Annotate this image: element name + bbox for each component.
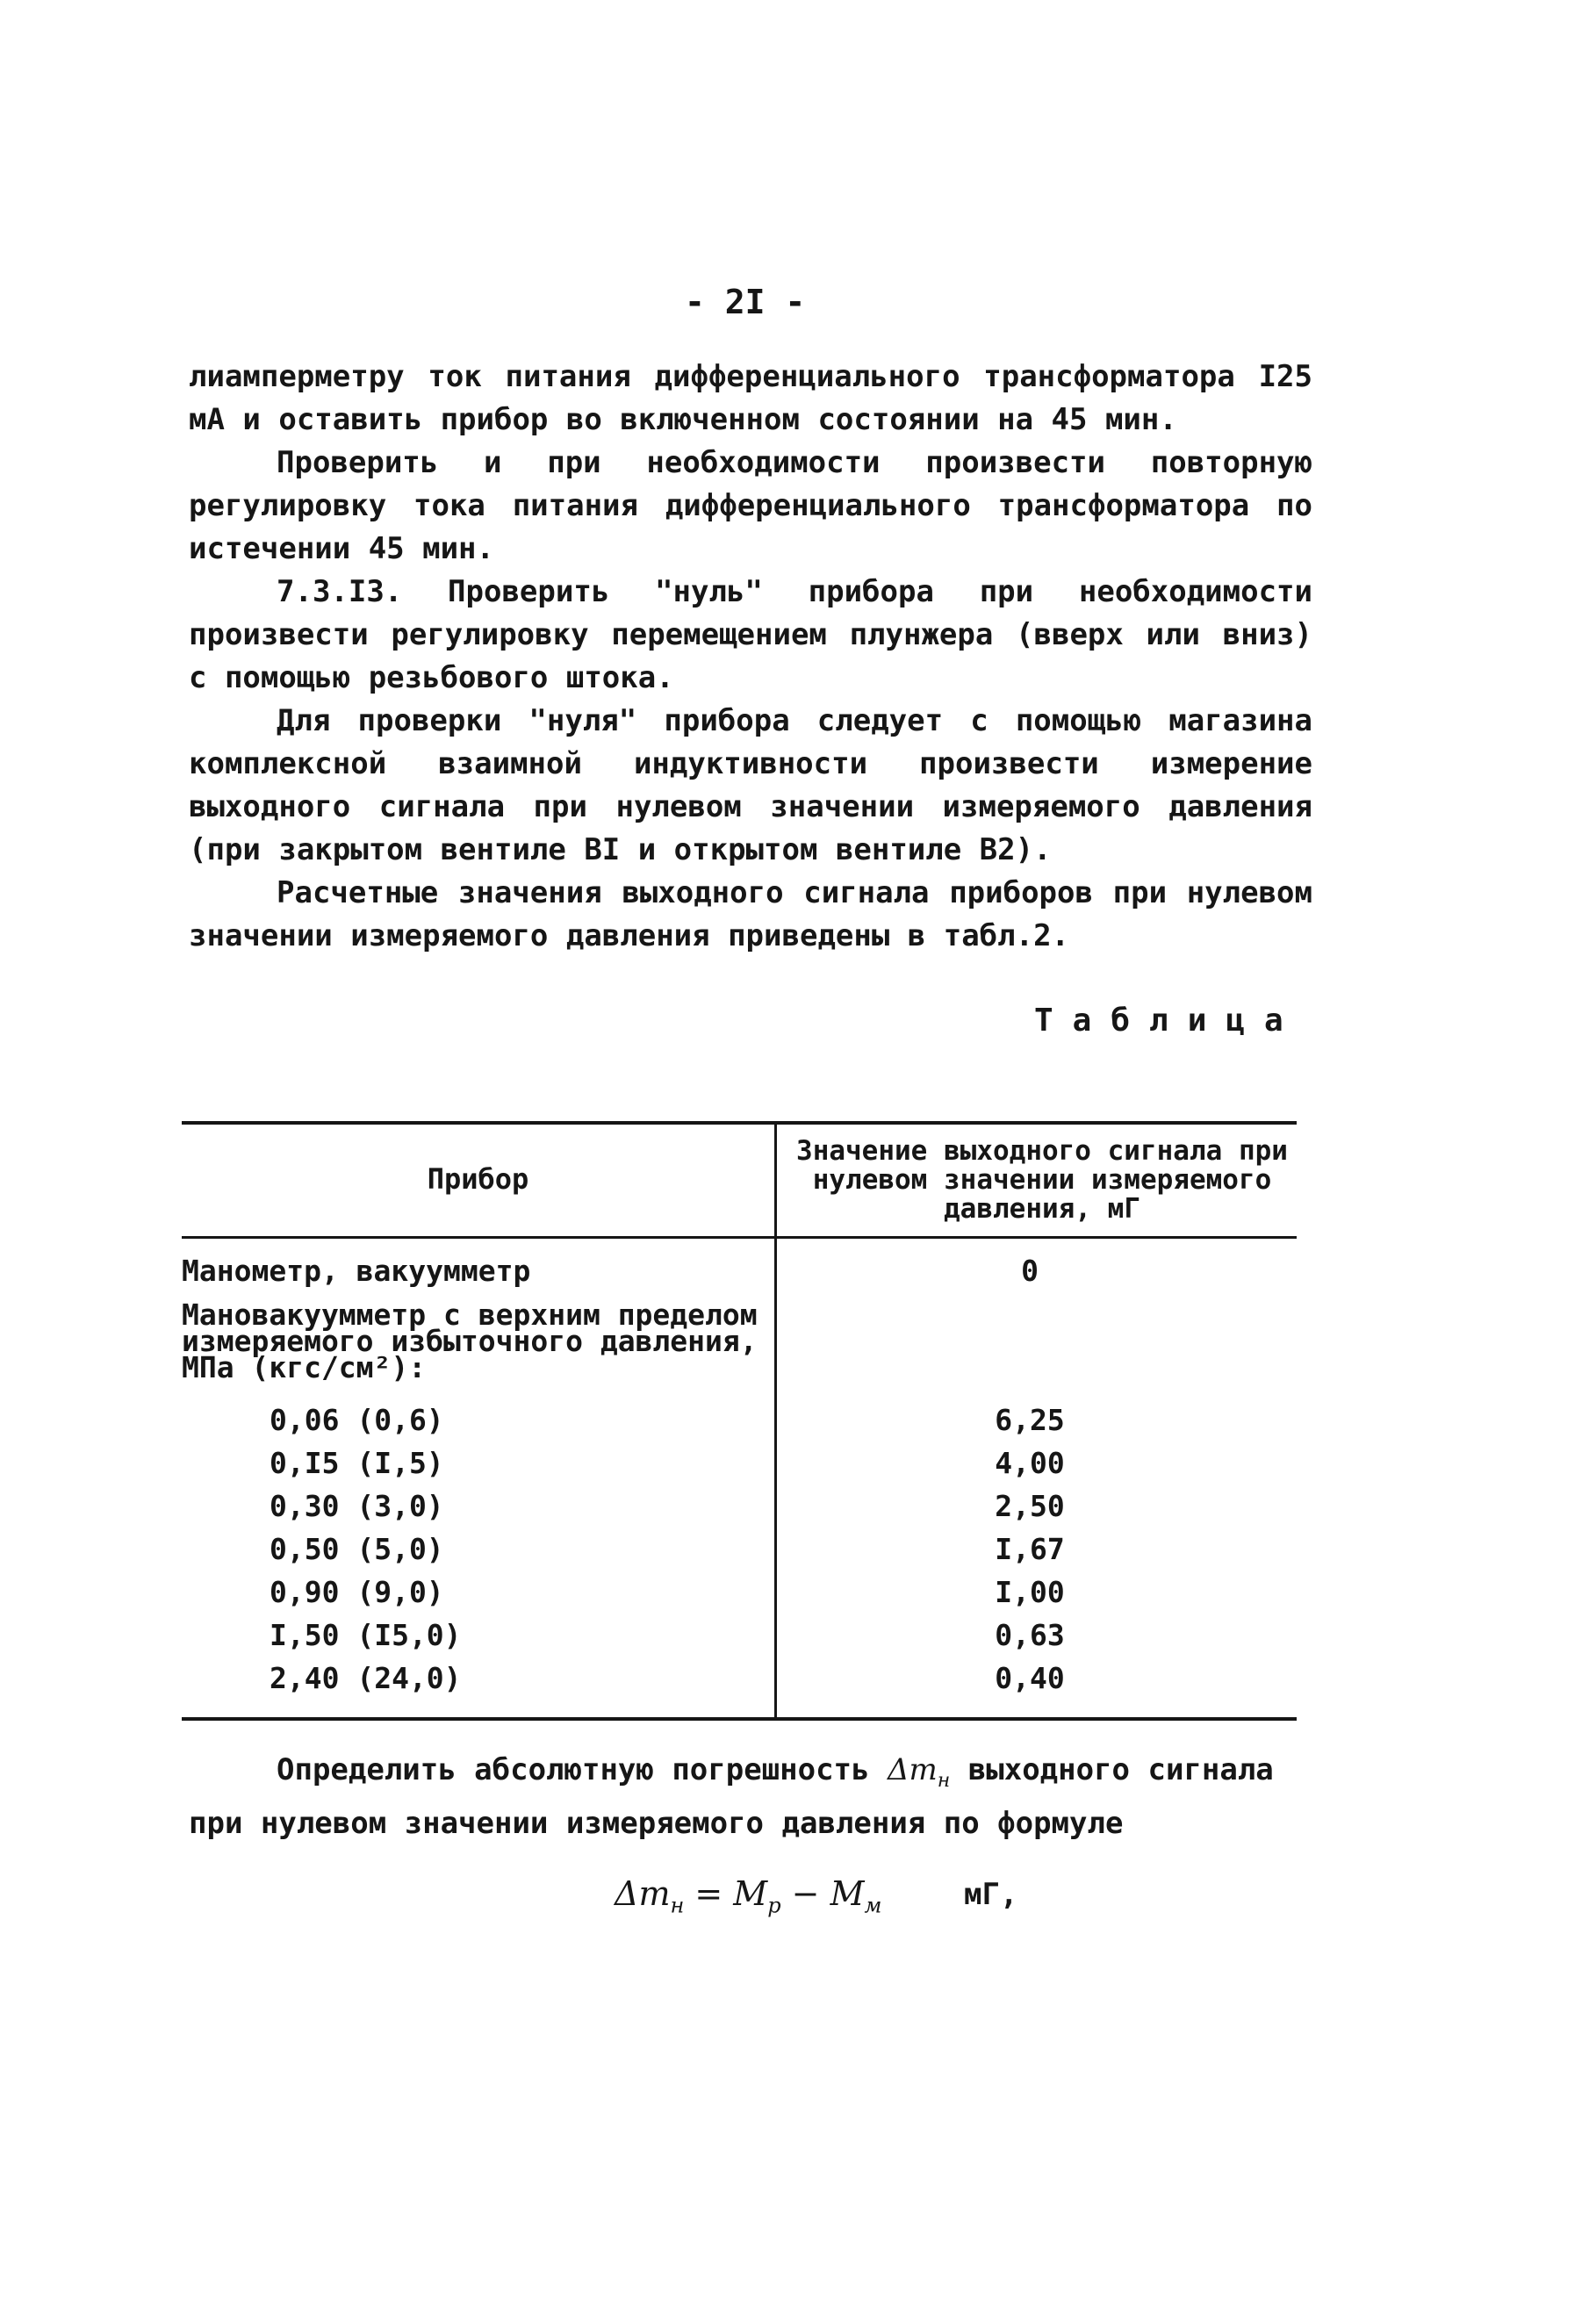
table-cell-value: 0,40 <box>995 1661 1065 1695</box>
table-cell-range: 0,06 (0,6) <box>270 1403 444 1437</box>
paragraph: 7.3.I3. Проверить "нуль" прибора при необходимости произвести регулировку перемещением плунжера (вверх или вниз) с помощью резьбового штока. <box>189 574 1312 695</box>
table-group-label: Мановакуумметр с верхним пределом измеряемого избыточного давления, МПа (кгс/см²): <box>182 1298 758 1384</box>
paragraph: Расчетные значения выходного сигнала приборов при нулевом значении измеряемого давления приведены в табл.2. <box>189 875 1312 953</box>
table-cell-value: 2,50 <box>995 1489 1065 1523</box>
table-cell-value: 4,00 <box>995 1446 1065 1480</box>
formula-mp-sub: p <box>767 1893 781 1918</box>
body-text <box>189 356 1312 958</box>
text-after-symbol: выходного сигнала при нулевом значении измеряемого давления по формуле <box>189 1752 1274 1841</box>
table-cell-value: 6,25 <box>995 1403 1065 1437</box>
formula <box>615 1874 881 1918</box>
paragraph: лиамперметру ток питания дифференциального трансформатора I25 мА и оставить прибор во включенном состоянии на 45 мин. <box>189 359 1312 437</box>
table-cell-device: Манометр, вакуумметр <box>182 1254 531 1288</box>
table-header-rule <box>182 1236 1297 1239</box>
table-cell-value: 0 <box>1021 1254 1039 1288</box>
delta-m-subscript: н <box>937 1769 951 1792</box>
table-cell-value: I,67 <box>995 1532 1065 1566</box>
formula-mm-sub: м <box>864 1893 882 1918</box>
delta-m-letter: Δm <box>888 1752 938 1787</box>
table-cell-range: 0,30 (3,0) <box>270 1489 444 1523</box>
formula-lhs-sub: н <box>670 1893 685 1918</box>
table-cell-value: 0,63 <box>995 1618 1065 1652</box>
page-number: - 2I - <box>685 283 806 321</box>
table-caption: Таблица <box>1034 1003 1303 1039</box>
table-cell-value: I,00 <box>995 1575 1065 1609</box>
table-cell-range: 0,90 (9,0) <box>270 1575 444 1609</box>
formula-mm: M <box>830 1874 865 1913</box>
paragraph <box>189 1749 1312 1845</box>
formula-lhs: Δm <box>615 1874 671 1913</box>
paragraph: Проверить и при необходимости произвести повторную регулировку тока питания дифференциального трансформатора по истечении 45 мин. <box>189 445 1312 566</box>
table-bottom-rule <box>182 1717 1297 1721</box>
formula-mp: M <box>733 1874 768 1913</box>
formula-minus: − <box>780 1874 830 1913</box>
table-cell-range: I,50 (I5,0) <box>270 1618 462 1652</box>
table-cell-range: 0,50 (5,0) <box>270 1532 444 1566</box>
paragraph: Для проверки "нуля" прибора следует с помощью магазина комплексной взаимной индуктивности произвести измерение выходного сигнала при нулевом значении измеряемого давления (при закрытом вентиле BI и открытом вентиле B2). <box>189 703 1312 867</box>
table-cell-range: 0,I5 (I,5) <box>270 1446 444 1480</box>
after-table-text <box>189 1749 1312 1845</box>
formula-unit: мГ, <box>964 1877 1018 1912</box>
text-before-symbol: Определить абсолютную погрешность <box>277 1752 870 1787</box>
table-header-value: Значение выходного сигнала при нулевом значении измеряемого давления, мГ <box>796 1135 1288 1225</box>
formula-equals: = <box>684 1874 734 1913</box>
table-header-device: Прибор <box>427 1161 529 1196</box>
delta-m-symbol <box>888 1752 951 1792</box>
table-cell-range: 2,40 (24,0) <box>270 1661 462 1695</box>
